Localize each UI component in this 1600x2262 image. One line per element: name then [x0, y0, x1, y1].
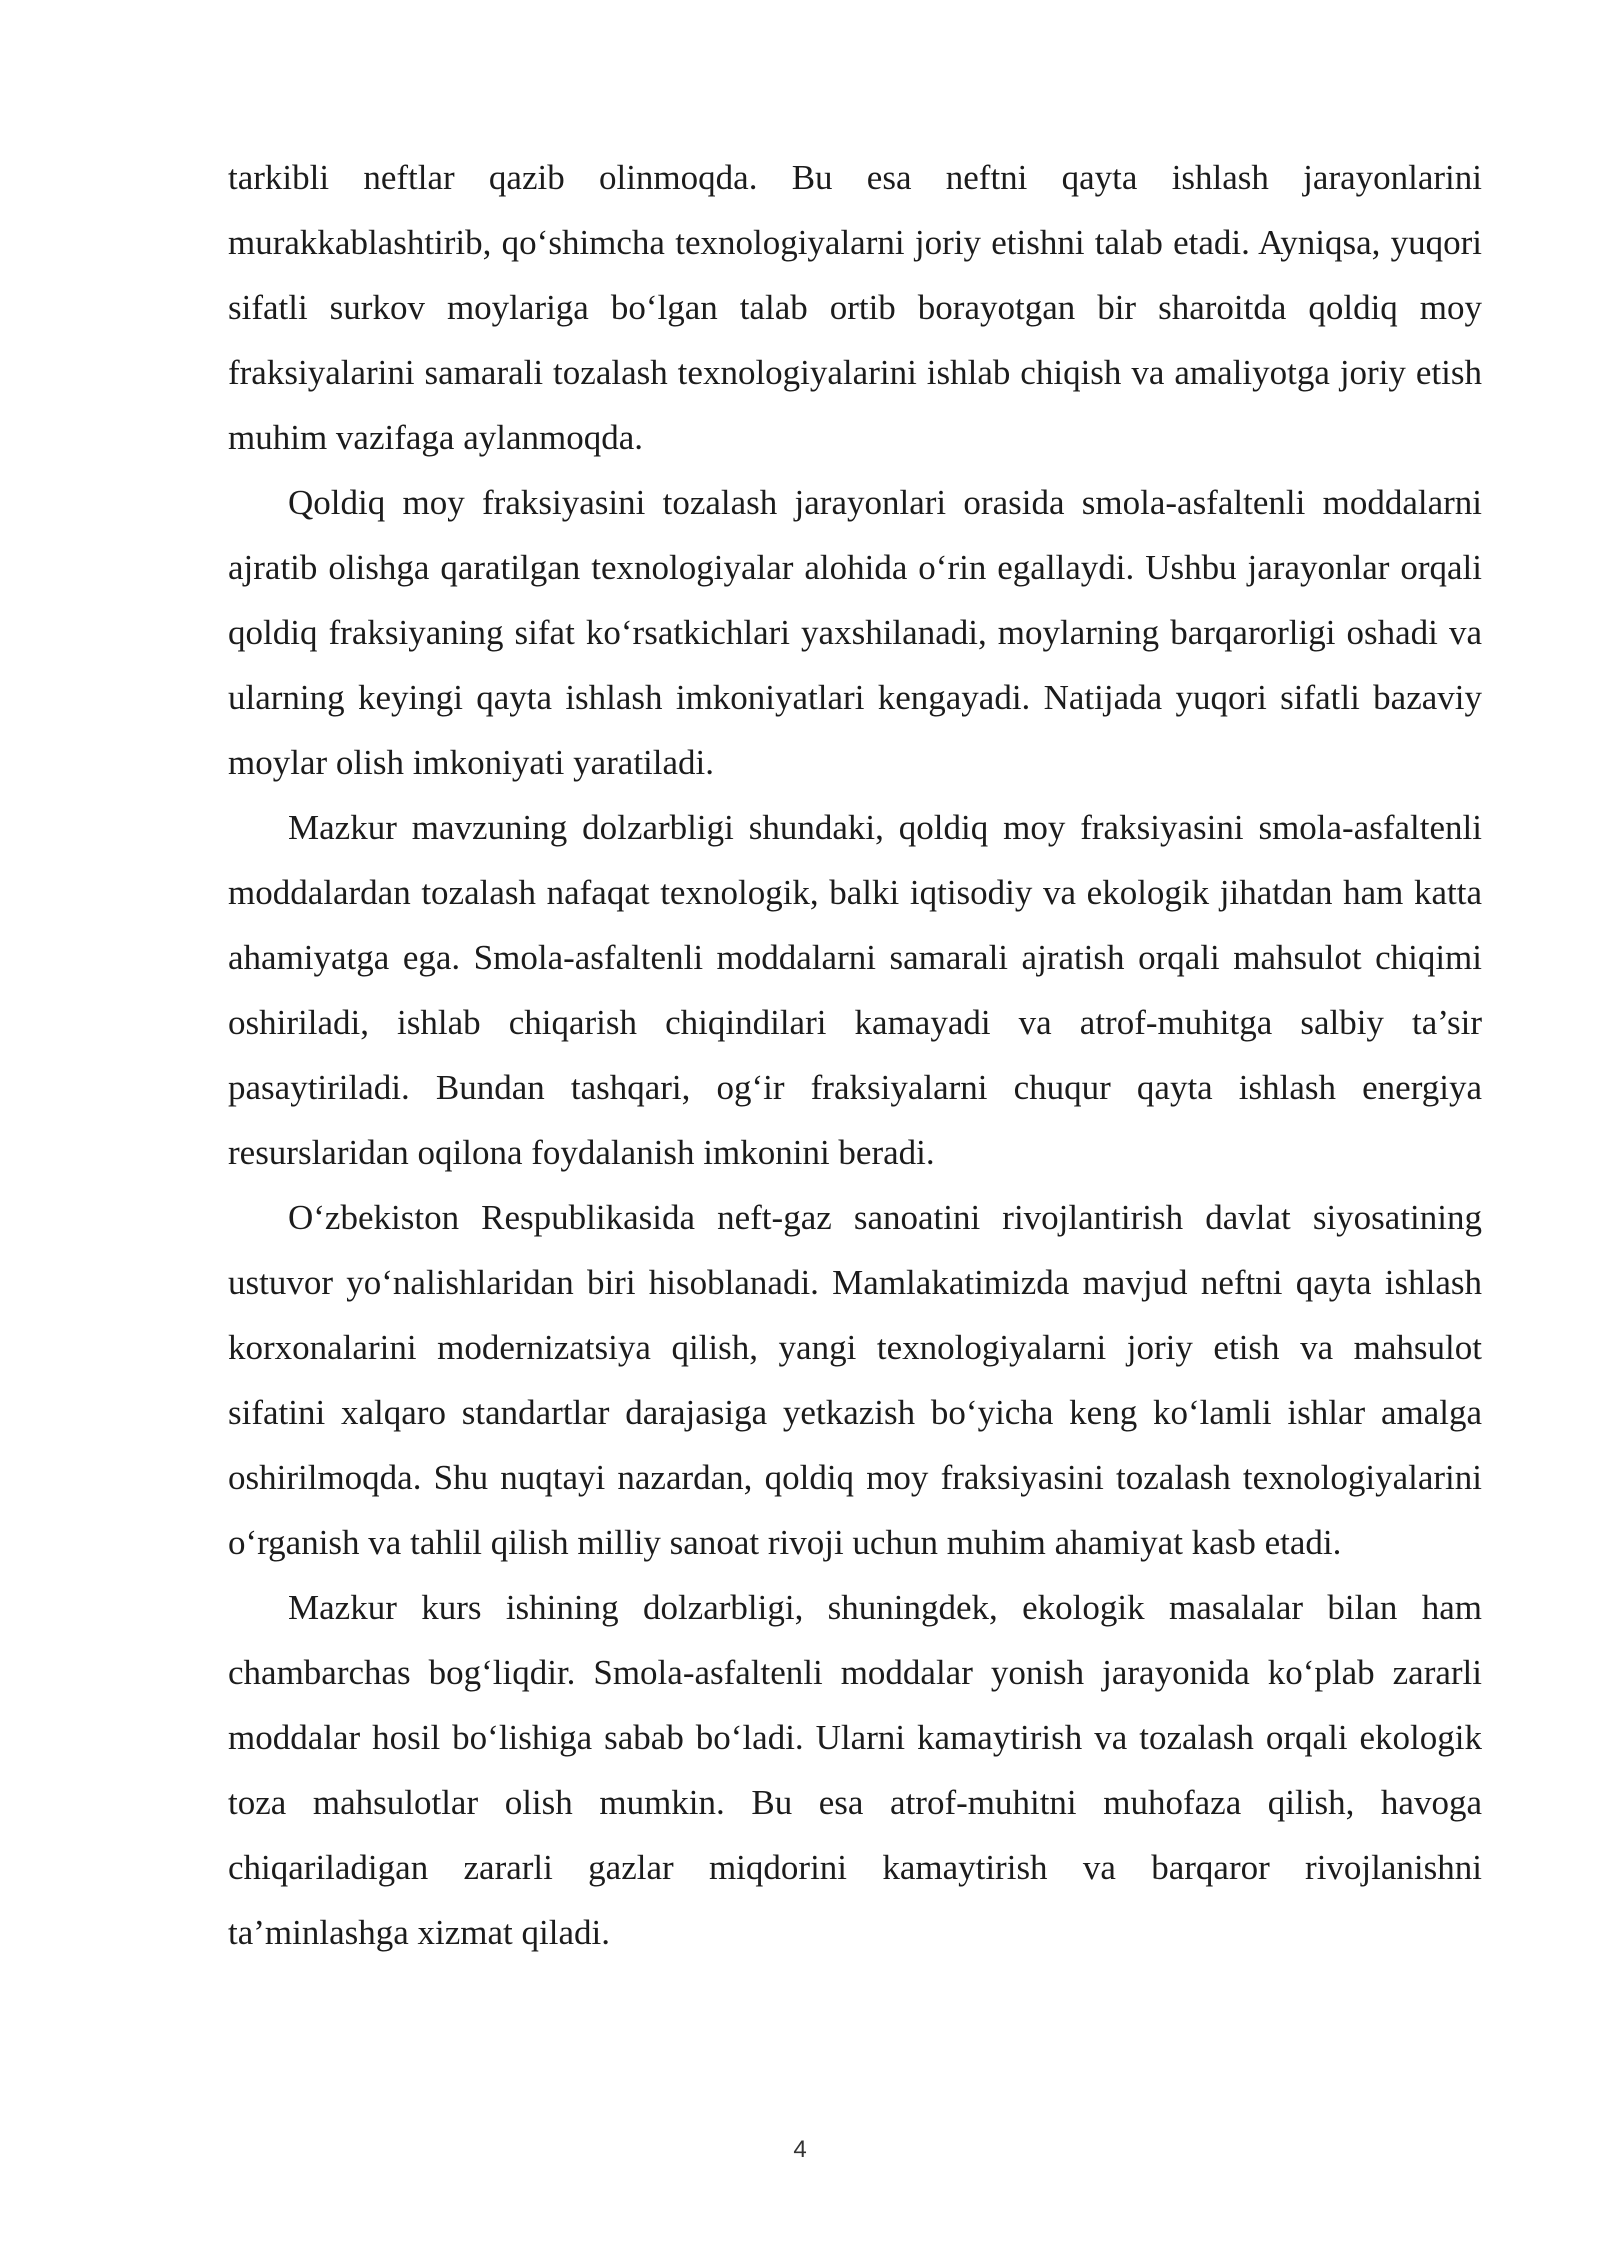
- paragraph-4: O‘zbekiston Respublikasida neft-gaz sanoatini rivojlantirish davlat siyosatining ustuvor yo‘nalishlaridan biri hisoblanadi. Mamlakatimizda mavjud neftni qayta ishlash korxonalarini modernizatsiya qilish, yangi texnologiyalarni joriy etish va mahsulot sifatini xalqaro standartlar darajasiga yetkazish bo‘yicha keng ko‘lamli ishlar amalga oshirilmoqda. Shu nuqtayi nazardan, qoldiq moy fraksiyasini tozalash texnologiyalarini o‘rganish va tahlil qilish milliy sanoat rivoji uchun muhim ahamiyat kasb etadi.: [228, 1198, 1482, 1562]
- paragraph-1: tarkibli neftlar qazib olinmoqda. Bu esa neftni qayta ishlash jarayonlarini murakkablashtirib, qo‘shimcha texnologiyalarni joriy etishni talab etadi. Ayniqsa, yuqori sifatli surkov moylariga bo‘lgan talab ortib borayotgan bir sharoitda qoldiq moy fraksiyalarini samarali tozalash texnologiyalarini ishlab chiqish va amaliyotga joriy etish muhim vazifaga aylanmoqda.: [228, 158, 1482, 457]
- paragraph-5: Mazkur kurs ishining dolzarbligi, shuningdek, ekologik masalalar bilan ham chambarchas bog‘liqdir. Smola-asfaltenli moddalar yonish jarayonida ko‘plab zararli moddalar hosil bo‘lishiga sabab bo‘ladi. Ularni kamaytirish va tozalash orqali ekologik toza mahsulotlar olish mumkin. Bu esa atrof-muhitni muhofaza qilish, havoga chiqariladigan zararli gazlar miqdorini kamaytirish va barqaror rivojlanishni ta’minlashga xizmat qiladi.: [228, 1588, 1482, 1952]
- paragraph-3: Mazkur mavzuning dolzarbligi shundaki, qoldiq moy fraksiyasini smola-asfaltenli moddalardan tozalash nafaqat texnologik, balki iqtisodiy va ekologik jihatdan ham katta ahamiyatga ega. Smola-asfaltenli moddalarni samarali ajratish orqali mahsulot chiqimi oshiriladi, ishlab chiqarish chiqindilari kamayadi va atrof-muhitga salbiy ta’sir pasaytiriladi. Bundan tashqari, og‘ir fraksiyalarni chuqur qayta ishlash energiya resurslaridan oqilona foydalanish imkonini beradi.: [228, 808, 1482, 1172]
- body-text: [228, 145, 1482, 1965]
- page-number: 4: [793, 2136, 807, 2163]
- paragraph-2: Qoldiq moy fraksiyasini tozalash jarayonlari orasida smola-asfaltenli moddalarni ajratib olishga qaratilgan texnologiyalar alohida o‘rin egallaydi. Ushbu jarayonlar orqali qoldiq fraksiyaning sifat ko‘rsatkichlari yaxshilanadi, moylarning barqarorligi oshadi va ularning keyingi qayta ishlash imkoniyatlari kengayadi. Natijada yuqori sifatli bazaviy moylar olish imkoniyati yaratiladi.: [228, 483, 1482, 782]
